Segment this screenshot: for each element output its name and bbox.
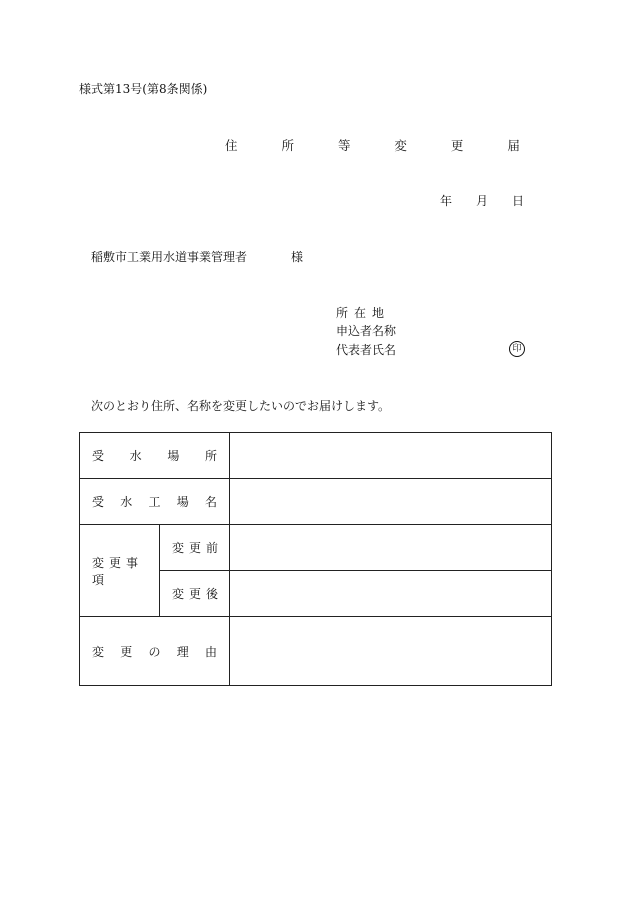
receiving-factory-label-text bbox=[80, 493, 229, 510]
reason-input[interactable] bbox=[230, 617, 552, 686]
seal-icon: 印 bbox=[509, 341, 525, 357]
before-change-label bbox=[160, 525, 230, 571]
label-char: 理 bbox=[176, 644, 189, 659]
label-char: の bbox=[148, 644, 161, 659]
after-change-label-text: 変更後 bbox=[172, 587, 224, 601]
label-char: 所 bbox=[204, 449, 217, 463]
table-row-before-change bbox=[80, 525, 552, 571]
form-number: 様式第13号(第8条関係) bbox=[79, 82, 208, 96]
table-row-reason bbox=[80, 617, 552, 686]
receiving-factory-label bbox=[80, 479, 230, 525]
label-char: 名 bbox=[204, 495, 217, 509]
addressee-honorific: 様 bbox=[291, 250, 304, 264]
date-line bbox=[440, 192, 524, 209]
label-char: 水 bbox=[120, 495, 133, 509]
label-char: 受 bbox=[92, 449, 105, 463]
table-row-receiving-location bbox=[80, 433, 552, 479]
applicant-address-label: 所在地 bbox=[336, 306, 391, 320]
label-char: 受 bbox=[92, 495, 105, 509]
document-title: 住 所 等 変 更 届 bbox=[225, 138, 540, 153]
date-day: 日 bbox=[512, 194, 525, 208]
label-char: 工 bbox=[148, 495, 161, 509]
receiving-location-input[interactable] bbox=[230, 433, 552, 479]
addressee bbox=[91, 248, 303, 265]
label-char: 水 bbox=[129, 449, 142, 463]
before-change-label-text: 変更前 bbox=[172, 541, 224, 555]
receiving-factory-input[interactable] bbox=[230, 479, 552, 525]
applicant-representative-label: 代表者氏名 bbox=[336, 343, 397, 357]
label-char: 場 bbox=[176, 495, 189, 509]
change-items-label bbox=[80, 525, 160, 617]
label-char: 由 bbox=[204, 644, 217, 659]
intro-text: 次のとおり住所、名称を変更したいのでお届けします。 bbox=[91, 399, 391, 413]
date-month: 月 bbox=[476, 194, 489, 208]
change-items-label-text: 変更事項 bbox=[92, 555, 144, 587]
applicant-name-label: 申込者名称 bbox=[336, 324, 397, 338]
label-char: 場 bbox=[167, 449, 180, 463]
after-change-input[interactable] bbox=[230, 571, 552, 617]
date-year: 年 bbox=[440, 194, 453, 208]
reason-label-text bbox=[80, 643, 229, 660]
reason-label bbox=[80, 617, 230, 686]
label-char: 更 bbox=[120, 644, 133, 659]
receiving-location-label-text bbox=[80, 447, 229, 464]
after-change-label bbox=[160, 571, 230, 617]
before-change-input[interactable] bbox=[230, 525, 552, 571]
change-table bbox=[79, 432, 552, 686]
table-row-receiving-factory bbox=[80, 479, 552, 525]
receiving-location-label bbox=[80, 433, 230, 479]
label-char: 変 bbox=[92, 644, 105, 659]
addressee-name: 稲敷市工業用水道事業管理者 bbox=[91, 250, 248, 264]
